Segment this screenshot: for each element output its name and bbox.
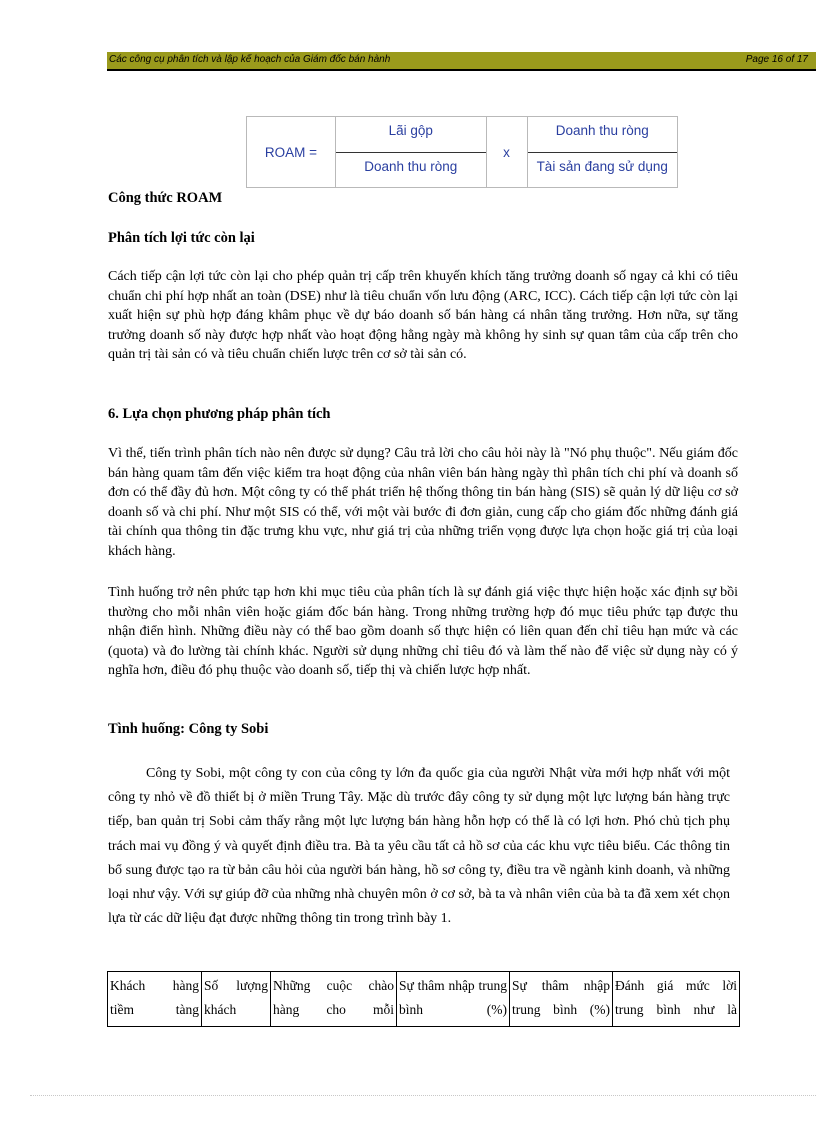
paragraph-choose-2: Tình huống trở nên phức tạp hơn khi mục tiêu của phân tích là sự đánh giá việc thực hiện hoặc xác định sự bồi thường cho mỗi nhân viên hoặc giám đốc bán hàng. Trong những trường hợp đó mục tiêu phức tạp được thu nhận điển hình. Những điều này có thể bao gồm doanh số thực hiện có liên quan đến chỉ tiêu hạn mức và các (quota) và đo lường tài chính khác. Người sử dụng những chỉ tiêu đó và làm thế nào để việc sử dụng này có ý nghĩa hơn, điều đó phụ thuộc vào doanh số, tiếp thị và chiến lược hợp nhất.	[108, 585, 738, 678]
heading-residual: Phân tích lợi tức còn lại	[108, 230, 255, 246]
denominator-1: Doanh thu ròng	[364, 159, 458, 174]
fraction-bar	[336, 152, 486, 153]
page-divider	[30, 1095, 816, 1096]
denominator-2: Tài sản đang sử dụng	[536, 159, 668, 174]
numerator-1: Lãi gộp	[388, 123, 433, 138]
table-header-cell: Sự thâm nhập trung bình (%)	[397, 972, 510, 1027]
fraction-1	[336, 117, 487, 188]
table-header-row	[108, 972, 740, 1027]
header-title: Các công cụ phân tích và lập kế hoạch của Giám đốc bán hành	[109, 54, 391, 65]
paragraph-residual: Cách tiếp cận lợi tức còn lại cho phép quản trị cấp trên khuyến khích tăng trưởng doanh số ngay cả khi có tiêu chuẩn chi phí hợp nhất an toàn (DSE) như là tiêu chuẩn vốn lưu động (ARC, ICC). Cách tiếp cận lợi tức còn lại xuất hiện sự phù hợp đáng khâm phục về dự báo doanh số bán hàng cá nhân tăng trưởng. Hơn nữa, sự tăng trưởng doanh số này được hợp nhất vào hoạt động hằng ngày mà không hy sinh sự quan tâm của cấp trên cho quản trị tài sản có và tiêu chuẩn chiến lược trên cơ sở tài sản có.	[108, 269, 738, 362]
fraction-bar	[528, 152, 678, 153]
data-table	[107, 971, 740, 1027]
heading-case: Tình huống: Công ty Sobi	[108, 721, 269, 737]
heading-choose: 6. Lựa chọn phương pháp phân tích	[108, 406, 331, 422]
table-header-cell: Những cuộc chào hàng cho mỗi	[271, 972, 397, 1027]
paragraph-choose-1: Vì thế, tiến trình phân tích nào nên được sử dụng? Câu trả lời cho câu hỏi này là "Nó phụ thuộc". Nếu giám đốc bán hàng quam tâm đến việc kiểm tra hoạt động của nhân viên bán hàng ngày thì phân tích chi phí và doanh số đơn có thể đầy đủ hơn. Một công ty có thể phát triển hệ thống thông tin bán hàng (SIS) sẽ quản lý dữ liệu cơ sở doanh số và chi phí. Như một SIS có thể, với một vài bước đi đơn giản, cung cấp cho giám đốc những đánh giá tài chính qua thông tin đặc trưng khu vực, như giá trị của những triển vọng được lựa chọn hoặc giá trị của loại khách hàng.	[108, 446, 738, 559]
roam-formula	[246, 116, 678, 188]
page-number: Page 16 of 17	[745, 54, 808, 65]
paragraph-case: Công ty Sobi, một công ty con của công ty lớn đa quốc gia của người Nhật vừa mới hợp nhất với một công ty nhỏ về đồ thiết bị ở miền Trung Tây. Mặc dù trước đây công ty sử dụng một lực lượng bán hàng trực tiếp, ban quản trị Sobi cảm thấy rằng một lực lượng bán hàng hỗn hợp có thể là có lợi hơn. Phó chủ tịch phụ trách mai vụ đồng ý và quyết định điều tra. Bà ta yêu cầu tất cả hồ sơ của các khu vực tiêu biểu. Các thông tin bổ sung được tạo ra từ bản câu hỏi của người bán hàng, hồ sơ công ty, điều tra về ngành kinh doanh, và những loại như vậy. Với sự giúp đỡ của những nhà chuyên môn ở cơ sở, bà ta và nhân viên của bà ta đã xem xét chọn lựa từ các dữ liệu đạt được những thông tin trong trình bày 1.	[108, 766, 730, 927]
formula-label: ROAM =	[247, 117, 336, 188]
page-header	[107, 52, 816, 71]
table-header-cell: Khách hàng tiềm tàng	[108, 972, 202, 1027]
numerator-2: Doanh thu ròng	[555, 123, 649, 138]
table-header-cell: Sự thâm nhập trung bình (%)	[510, 972, 613, 1027]
table-header-cell: Đánh giá mức lời trung bình như là	[613, 972, 740, 1027]
multiply-operator: x	[486, 117, 527, 188]
table-header-cell: Số lượng khách	[202, 972, 271, 1027]
fraction-2	[527, 117, 678, 188]
heading-roam: Công thức ROAM	[108, 190, 223, 206]
